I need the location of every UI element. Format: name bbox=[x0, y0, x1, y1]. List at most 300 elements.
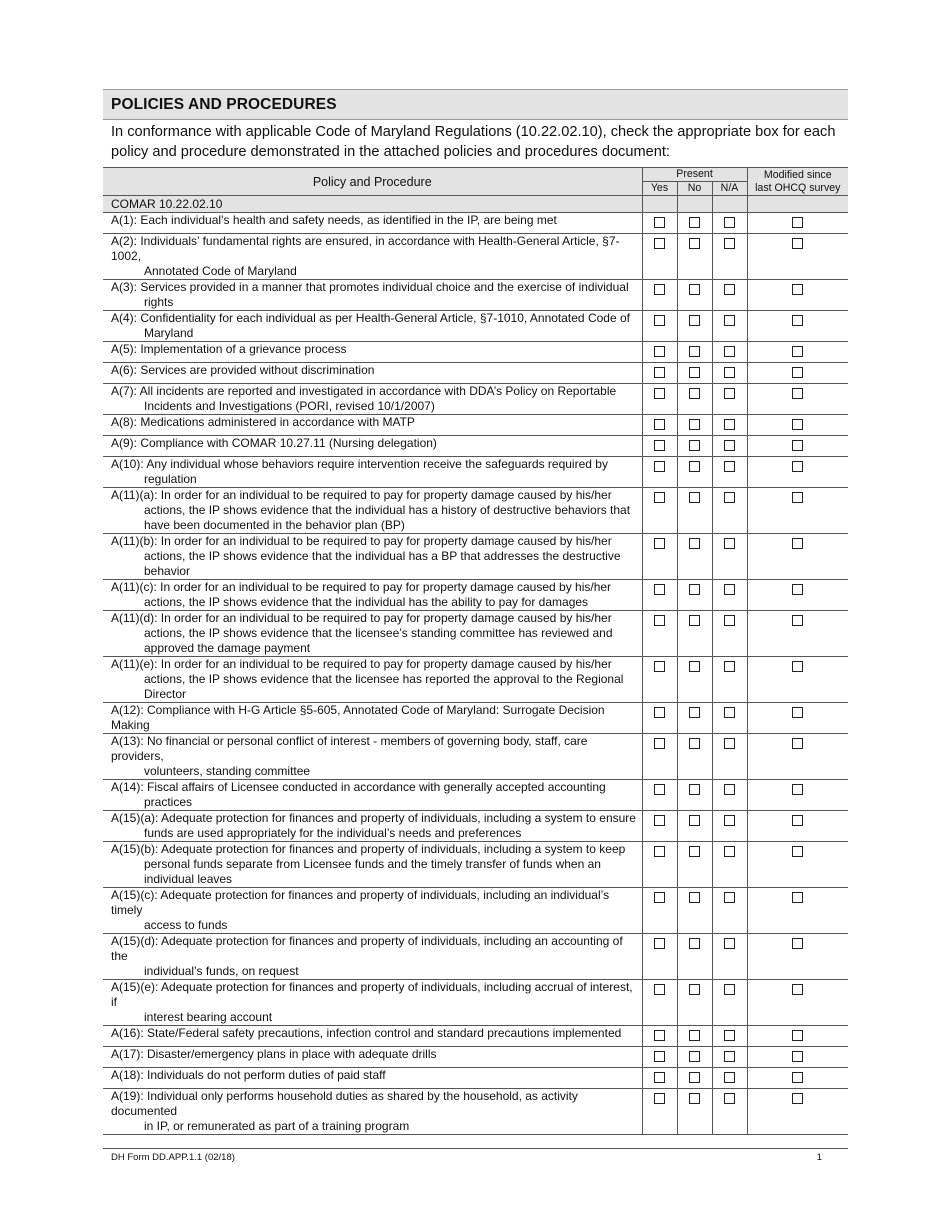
policy-text-line: A(5): Implementation of a grievance process bbox=[111, 342, 347, 356]
cell-no bbox=[677, 580, 712, 611]
policy-text bbox=[103, 1026, 642, 1047]
cell-na bbox=[712, 457, 747, 488]
policy-row bbox=[103, 703, 848, 734]
checkbox-modified[interactable] bbox=[792, 815, 803, 826]
checkbox-no[interactable] bbox=[689, 815, 700, 826]
cell-modified bbox=[747, 657, 848, 703]
cell-modified bbox=[747, 363, 848, 384]
cell-modified bbox=[747, 1047, 848, 1068]
cell-modified bbox=[747, 488, 848, 534]
form-page bbox=[103, 89, 848, 1135]
checkbox-no[interactable] bbox=[689, 1093, 700, 1104]
checkbox-modified[interactable] bbox=[792, 315, 803, 326]
cell-yes bbox=[642, 311, 677, 342]
policy-text bbox=[103, 1089, 642, 1135]
policy-row bbox=[103, 436, 848, 457]
checkbox-yes[interactable] bbox=[654, 738, 665, 749]
header-no: No bbox=[677, 182, 712, 196]
checkbox-na[interactable] bbox=[724, 661, 735, 672]
policy-row bbox=[103, 611, 848, 657]
cell-modified bbox=[747, 934, 848, 980]
cell-no bbox=[677, 363, 712, 384]
header-present: Present bbox=[642, 168, 747, 182]
checkbox-no[interactable] bbox=[689, 938, 700, 949]
checkbox-no[interactable] bbox=[689, 707, 700, 718]
policy-text-continuation: actions, the IP shows evidence that the individual has a BP that addresses the destructive behavior bbox=[144, 549, 621, 578]
cell-na bbox=[712, 734, 747, 780]
cell-yes bbox=[642, 611, 677, 657]
checkbox-no[interactable] bbox=[689, 984, 700, 995]
checkbox-na[interactable] bbox=[724, 615, 735, 626]
cell-no bbox=[677, 657, 712, 703]
policy-text-line: A(11)(d): In order for an individual to be required to pay for property damage caused by his/her bbox=[111, 611, 612, 625]
cell-modified bbox=[747, 213, 848, 234]
policy-text-continuation: regulation bbox=[144, 472, 197, 486]
checkbox-modified[interactable] bbox=[792, 784, 803, 795]
checkbox-no[interactable] bbox=[689, 584, 700, 595]
checkbox-modified[interactable] bbox=[792, 938, 803, 949]
checkbox-modified[interactable] bbox=[792, 388, 803, 399]
cell-yes bbox=[642, 1026, 677, 1047]
policy-row bbox=[103, 842, 848, 888]
checkbox-modified[interactable] bbox=[792, 538, 803, 549]
policy-text-line: A(3): Services provided in a manner that promotes individual choice and the exercise of individual bbox=[111, 280, 629, 294]
header-modified bbox=[747, 168, 848, 196]
policy-text bbox=[103, 734, 642, 780]
intro-text: In conformance with applicable Code of Maryland Regulations (10.22.02.10), check the appropriate box for each policy and procedure demonstrated in the attached policies and procedures document: bbox=[111, 124, 836, 160]
policy-text-line: A(11)(e): In order for an individual to be required to pay for property damage caused by his/her bbox=[111, 657, 612, 671]
cell-na bbox=[712, 580, 747, 611]
policy-text-continuation: Annotated Code of Maryland bbox=[144, 264, 297, 278]
cell-na bbox=[712, 534, 747, 580]
policy-row bbox=[103, 888, 848, 934]
checkbox-yes[interactable] bbox=[654, 1093, 665, 1104]
policy-row bbox=[103, 1089, 848, 1135]
checkbox-yes[interactable] bbox=[654, 984, 665, 995]
cell-na bbox=[712, 1068, 747, 1089]
checkbox-na[interactable] bbox=[724, 346, 735, 357]
policy-text-continuation: access to funds bbox=[144, 918, 228, 932]
policy-text bbox=[103, 436, 642, 457]
cell-no bbox=[677, 457, 712, 488]
page-number: 1 bbox=[816, 1152, 822, 1163]
cell-yes bbox=[642, 934, 677, 980]
header-na: N/A bbox=[712, 182, 747, 196]
checkbox-modified[interactable] bbox=[792, 584, 803, 595]
cell-yes bbox=[642, 363, 677, 384]
cell-no bbox=[677, 934, 712, 980]
checkbox-modified[interactable] bbox=[792, 346, 803, 357]
checkbox-no[interactable] bbox=[689, 492, 700, 503]
cell-modified bbox=[747, 1026, 848, 1047]
cell-yes bbox=[642, 1068, 677, 1089]
policy-text-line: A(18): Individuals do not perform duties of paid staff bbox=[111, 1068, 386, 1082]
cell-no bbox=[677, 534, 712, 580]
policy-text-line: A(9): Compliance with COMAR 10.27.11 (Nursing delegation) bbox=[111, 436, 437, 450]
checkbox-modified[interactable] bbox=[792, 492, 803, 503]
policy-text-line: A(10): Any individual whose behaviors require intervention receive the safeguards required by bbox=[111, 457, 608, 471]
policy-text-continuation: personal funds separate from Licensee funds and the timely transfer of funds when an individual leaves bbox=[144, 857, 601, 886]
checkbox-na[interactable] bbox=[724, 419, 735, 430]
cell-modified bbox=[747, 234, 848, 280]
policy-row bbox=[103, 488, 848, 534]
checkbox-na[interactable] bbox=[724, 217, 735, 228]
checkbox-no[interactable] bbox=[689, 892, 700, 903]
cell-na bbox=[712, 234, 747, 280]
policy-text bbox=[103, 611, 642, 657]
cell-no bbox=[677, 436, 712, 457]
cell-no bbox=[677, 213, 712, 234]
policy-text bbox=[103, 1068, 642, 1089]
cell-na bbox=[712, 436, 747, 457]
cell-no bbox=[677, 980, 712, 1026]
cell-modified bbox=[747, 980, 848, 1026]
cell-modified bbox=[747, 342, 848, 363]
checkbox-na[interactable] bbox=[724, 367, 735, 378]
cell-modified bbox=[747, 1089, 848, 1135]
checkbox-yes[interactable] bbox=[654, 815, 665, 826]
policy-text-line: A(15)(a): Adequate protection for finances and property of individuals, including a system to ensure bbox=[111, 811, 636, 825]
group-label: COMAR 10.22.02.10 bbox=[103, 196, 642, 213]
checkbox-modified[interactable] bbox=[792, 661, 803, 672]
cell-no bbox=[677, 415, 712, 436]
cell-yes bbox=[642, 1089, 677, 1135]
policy-text-line: A(17): Disaster/emergency plans in place with adequate drills bbox=[111, 1047, 437, 1061]
cell-na bbox=[712, 934, 747, 980]
cell-modified bbox=[747, 780, 848, 811]
cell-no bbox=[677, 703, 712, 734]
checkbox-na[interactable] bbox=[724, 538, 735, 549]
cell-yes bbox=[642, 436, 677, 457]
cell-no bbox=[677, 1068, 712, 1089]
policy-row bbox=[103, 415, 848, 436]
cell-no bbox=[677, 280, 712, 311]
cell-na bbox=[712, 1047, 747, 1068]
policy-text-continuation: actions, the IP shows evidence that the individual has the ability to pay for damages bbox=[144, 595, 589, 609]
cell-na bbox=[712, 611, 747, 657]
checkbox-yes[interactable] bbox=[654, 846, 665, 857]
policy-text-line: A(4): Confidentiality for each individual as per Health-General Article, §7-1010, Annotated Code of bbox=[111, 311, 630, 325]
checkbox-no[interactable] bbox=[689, 1072, 700, 1083]
cell-na bbox=[712, 488, 747, 534]
cell-yes bbox=[642, 280, 677, 311]
checkbox-na[interactable] bbox=[724, 315, 735, 326]
header-yes: Yes bbox=[642, 182, 677, 196]
checkbox-modified[interactable] bbox=[792, 984, 803, 995]
cell-no bbox=[677, 611, 712, 657]
checkbox-na[interactable] bbox=[724, 461, 735, 472]
policy-text bbox=[103, 534, 642, 580]
cell-na bbox=[712, 888, 747, 934]
checkbox-yes[interactable] bbox=[654, 419, 665, 430]
cell-na bbox=[712, 342, 747, 363]
checkbox-na[interactable] bbox=[724, 938, 735, 949]
checkbox-yes[interactable] bbox=[654, 538, 665, 549]
policy-row bbox=[103, 280, 848, 311]
policy-row bbox=[103, 657, 848, 703]
checkbox-yes[interactable] bbox=[654, 938, 665, 949]
checkbox-no[interactable] bbox=[689, 419, 700, 430]
policy-text-continuation: individual’s funds, on request bbox=[144, 964, 299, 978]
cell-na bbox=[712, 384, 747, 415]
policy-text-line: A(8): Medications administered in accordance with MATP bbox=[111, 415, 415, 429]
policy-text-line: A(12): Compliance with H-G Article §5-605, Annotated Code of Maryland: Surrogate Decision Making bbox=[111, 703, 605, 732]
checkbox-yes[interactable] bbox=[654, 661, 665, 672]
cell-yes bbox=[642, 703, 677, 734]
checkbox-yes[interactable] bbox=[654, 615, 665, 626]
cell-na bbox=[712, 657, 747, 703]
cell-na bbox=[712, 980, 747, 1026]
policy-text-line: A(6): Services are provided without discrimination bbox=[111, 363, 375, 377]
checkbox-no[interactable] bbox=[689, 346, 700, 357]
cell-modified bbox=[747, 384, 848, 415]
policy-text bbox=[103, 384, 642, 415]
checkbox-no[interactable] bbox=[689, 388, 700, 399]
checkbox-modified[interactable] bbox=[792, 238, 803, 249]
policy-text bbox=[103, 780, 642, 811]
policy-text bbox=[103, 703, 642, 734]
cell-modified bbox=[747, 311, 848, 342]
cell-yes bbox=[642, 980, 677, 1026]
checkbox-na[interactable] bbox=[724, 984, 735, 995]
checkbox-yes[interactable] bbox=[654, 461, 665, 472]
checkbox-na[interactable] bbox=[724, 738, 735, 749]
checkbox-no[interactable] bbox=[689, 661, 700, 672]
policy-row bbox=[103, 1026, 848, 1047]
cell-modified bbox=[747, 280, 848, 311]
checkbox-yes[interactable] bbox=[654, 1072, 665, 1083]
checkbox-modified[interactable] bbox=[792, 707, 803, 718]
cell-modified bbox=[747, 415, 848, 436]
checkbox-yes[interactable] bbox=[654, 1051, 665, 1062]
cell-modified bbox=[747, 811, 848, 842]
checkbox-no[interactable] bbox=[689, 1030, 700, 1041]
checkbox-na[interactable] bbox=[724, 238, 735, 249]
policy-row bbox=[103, 363, 848, 384]
policy-text-line: A(13): No financial or personal conflict of interest - members of governing body, staff, care providers, bbox=[111, 734, 588, 763]
checkbox-na[interactable] bbox=[724, 388, 735, 399]
policy-text bbox=[103, 311, 642, 342]
cell-yes bbox=[642, 213, 677, 234]
cell-yes bbox=[642, 780, 677, 811]
policy-text bbox=[103, 363, 642, 384]
checkbox-na[interactable] bbox=[724, 784, 735, 795]
checkbox-no[interactable] bbox=[689, 784, 700, 795]
checkbox-modified[interactable] bbox=[792, 284, 803, 295]
checkbox-no[interactable] bbox=[689, 738, 700, 749]
cell-modified bbox=[747, 611, 848, 657]
policy-text-line: A(11)(a): In order for an individual to be required to pay for property damage caused by his/her bbox=[111, 488, 612, 502]
policy-text bbox=[103, 980, 642, 1026]
cell-na bbox=[712, 842, 747, 888]
cell-na bbox=[712, 311, 747, 342]
policy-text bbox=[103, 934, 642, 980]
policy-row bbox=[103, 1068, 848, 1089]
policy-text bbox=[103, 213, 642, 234]
checkbox-yes[interactable] bbox=[654, 367, 665, 378]
policy-row bbox=[103, 580, 848, 611]
checkbox-yes[interactable] bbox=[654, 1030, 665, 1041]
header-modified-line2: last OHCQ survey bbox=[755, 181, 841, 194]
cell-yes bbox=[642, 234, 677, 280]
policy-text-continuation: in IP, or remunerated as part of a training program bbox=[144, 1119, 410, 1133]
policy-text-continuation: interest bearing account bbox=[144, 1010, 273, 1024]
checkbox-modified[interactable] bbox=[792, 615, 803, 626]
policy-text bbox=[103, 842, 642, 888]
cell-na bbox=[712, 415, 747, 436]
cell-modified bbox=[747, 703, 848, 734]
checkbox-na[interactable] bbox=[724, 440, 735, 451]
checkbox-yes[interactable] bbox=[654, 315, 665, 326]
cell-no bbox=[677, 234, 712, 280]
checkbox-na[interactable] bbox=[724, 892, 735, 903]
checkbox-yes[interactable] bbox=[654, 707, 665, 718]
checkbox-no[interactable] bbox=[689, 238, 700, 249]
policy-text-line: A(15)(b): Adequate protection for finances and property of individuals, including a system to keep bbox=[111, 842, 626, 856]
checkbox-no[interactable] bbox=[689, 1051, 700, 1062]
policy-text-line: A(19): Individual only performs household duties as shared by the household, as activity documented bbox=[111, 1089, 578, 1118]
policy-text bbox=[103, 488, 642, 534]
checkbox-modified[interactable] bbox=[792, 846, 803, 857]
cell-yes bbox=[642, 811, 677, 842]
checkbox-modified[interactable] bbox=[792, 217, 803, 228]
policy-row bbox=[103, 811, 848, 842]
policy-text-continuation: volunteers, standing committee bbox=[144, 764, 311, 778]
checkbox-yes[interactable] bbox=[654, 584, 665, 595]
cell-yes bbox=[642, 580, 677, 611]
checkbox-na[interactable] bbox=[724, 1051, 735, 1062]
cell-na bbox=[712, 1089, 747, 1135]
policy-text-line: A(11)(b): In order for an individual to be required to pay for property damage caused by his/her bbox=[111, 534, 612, 548]
header-modified-line1: Modified since bbox=[763, 168, 832, 181]
checkbox-modified[interactable] bbox=[792, 440, 803, 451]
checkbox-yes[interactable] bbox=[654, 238, 665, 249]
checkbox-yes[interactable] bbox=[654, 492, 665, 503]
page-footer bbox=[103, 1148, 848, 1163]
policy-text bbox=[103, 342, 642, 363]
cell-yes bbox=[642, 488, 677, 534]
checkbox-modified[interactable] bbox=[792, 461, 803, 472]
cell-na bbox=[712, 363, 747, 384]
checkbox-modified[interactable] bbox=[792, 1072, 803, 1083]
cell-yes bbox=[642, 457, 677, 488]
checkbox-yes[interactable] bbox=[654, 784, 665, 795]
policy-text-line: A(7): All incidents are reported and investigated in accordance with DDA’s Policy on Reportable bbox=[111, 384, 617, 398]
form-id: DH Form DD.APP.1.1 (02/18) bbox=[111, 1152, 235, 1163]
cell-na bbox=[712, 213, 747, 234]
policy-text-line: A(15)(c): Adequate protection for finances and property of individuals, including an individual’s timely bbox=[111, 888, 610, 917]
policy-text-line: A(11)(c): In order for an individual to be required to pay for property damage caused by his/her bbox=[111, 580, 612, 594]
cell-no bbox=[677, 488, 712, 534]
policy-text bbox=[103, 234, 642, 280]
cell-no bbox=[677, 384, 712, 415]
checkbox-na[interactable] bbox=[724, 284, 735, 295]
cell-no bbox=[677, 780, 712, 811]
checkbox-na[interactable] bbox=[724, 815, 735, 826]
policy-text bbox=[103, 888, 642, 934]
checkbox-yes[interactable] bbox=[654, 284, 665, 295]
checkbox-no[interactable] bbox=[689, 846, 700, 857]
checkbox-no[interactable] bbox=[689, 538, 700, 549]
checkbox-modified[interactable] bbox=[792, 1030, 803, 1041]
checkbox-modified[interactable] bbox=[792, 367, 803, 378]
checkbox-modified[interactable] bbox=[792, 1051, 803, 1062]
policy-row bbox=[103, 311, 848, 342]
cell-modified bbox=[747, 436, 848, 457]
policy-text bbox=[103, 280, 642, 311]
checkbox-na[interactable] bbox=[724, 707, 735, 718]
checkbox-no[interactable] bbox=[689, 615, 700, 626]
policy-row bbox=[103, 1047, 848, 1068]
cell-no bbox=[677, 311, 712, 342]
cell-no bbox=[677, 1047, 712, 1068]
cell-no bbox=[677, 734, 712, 780]
cell-na bbox=[712, 280, 747, 311]
policy-text-continuation: actions, the IP shows evidence that the individual has a history of destructive behaviors that have been documented in the behavior plan (BP) bbox=[144, 503, 631, 532]
cell-modified bbox=[747, 888, 848, 934]
cell-modified bbox=[747, 457, 848, 488]
cell-yes bbox=[642, 342, 677, 363]
policy-row bbox=[103, 934, 848, 980]
policy-row bbox=[103, 384, 848, 415]
checkbox-na[interactable] bbox=[724, 584, 735, 595]
checkbox-na[interactable] bbox=[724, 492, 735, 503]
policy-text-line: A(14): Fiscal affairs of Licensee conducted in accordance with generally accepted accounting bbox=[111, 780, 606, 794]
policy-text bbox=[103, 657, 642, 703]
checkbox-yes[interactable] bbox=[654, 440, 665, 451]
checkbox-yes[interactable] bbox=[654, 388, 665, 399]
cell-yes bbox=[642, 384, 677, 415]
policy-text-continuation: actions, the IP shows evidence that the licensee’s standing committee has reviewed and approved the damage payment bbox=[144, 626, 613, 655]
policy-row bbox=[103, 980, 848, 1026]
checkbox-no[interactable] bbox=[689, 315, 700, 326]
checkbox-no[interactable] bbox=[689, 367, 700, 378]
checkbox-no[interactable] bbox=[689, 461, 700, 472]
policy-row bbox=[103, 457, 848, 488]
policy-text bbox=[103, 580, 642, 611]
cell-yes bbox=[642, 534, 677, 580]
checkbox-modified[interactable] bbox=[792, 738, 803, 749]
cell-no bbox=[677, 811, 712, 842]
checkbox-na[interactable] bbox=[724, 1093, 735, 1104]
cell-no bbox=[677, 888, 712, 934]
cell-na bbox=[712, 703, 747, 734]
policy-text bbox=[103, 457, 642, 488]
policy-text-line: A(2): Individuals’ fundamental rights are ensured, in accordance with Health-General Article, §7-1002, bbox=[111, 234, 620, 263]
cell-na bbox=[712, 1026, 747, 1047]
policy-text-continuation: Maryland bbox=[144, 326, 194, 340]
checkbox-yes[interactable] bbox=[654, 346, 665, 357]
checkbox-no[interactable] bbox=[689, 440, 700, 451]
checkbox-no[interactable] bbox=[689, 217, 700, 228]
cell-modified bbox=[747, 734, 848, 780]
checkbox-modified[interactable] bbox=[792, 419, 803, 430]
policy-row bbox=[103, 534, 848, 580]
checkbox-na[interactable] bbox=[724, 846, 735, 857]
cell-yes bbox=[642, 734, 677, 780]
checkbox-na[interactable] bbox=[724, 1072, 735, 1083]
checkbox-modified[interactable] bbox=[792, 1093, 803, 1104]
checkbox-yes[interactable] bbox=[654, 892, 665, 903]
cell-no bbox=[677, 1089, 712, 1135]
checkbox-modified[interactable] bbox=[792, 892, 803, 903]
checkbox-yes[interactable] bbox=[654, 217, 665, 228]
checkbox-no[interactable] bbox=[689, 284, 700, 295]
checkbox-na[interactable] bbox=[724, 1030, 735, 1041]
policy-text bbox=[103, 415, 642, 436]
policy-row bbox=[103, 342, 848, 363]
policy-row bbox=[103, 234, 848, 280]
